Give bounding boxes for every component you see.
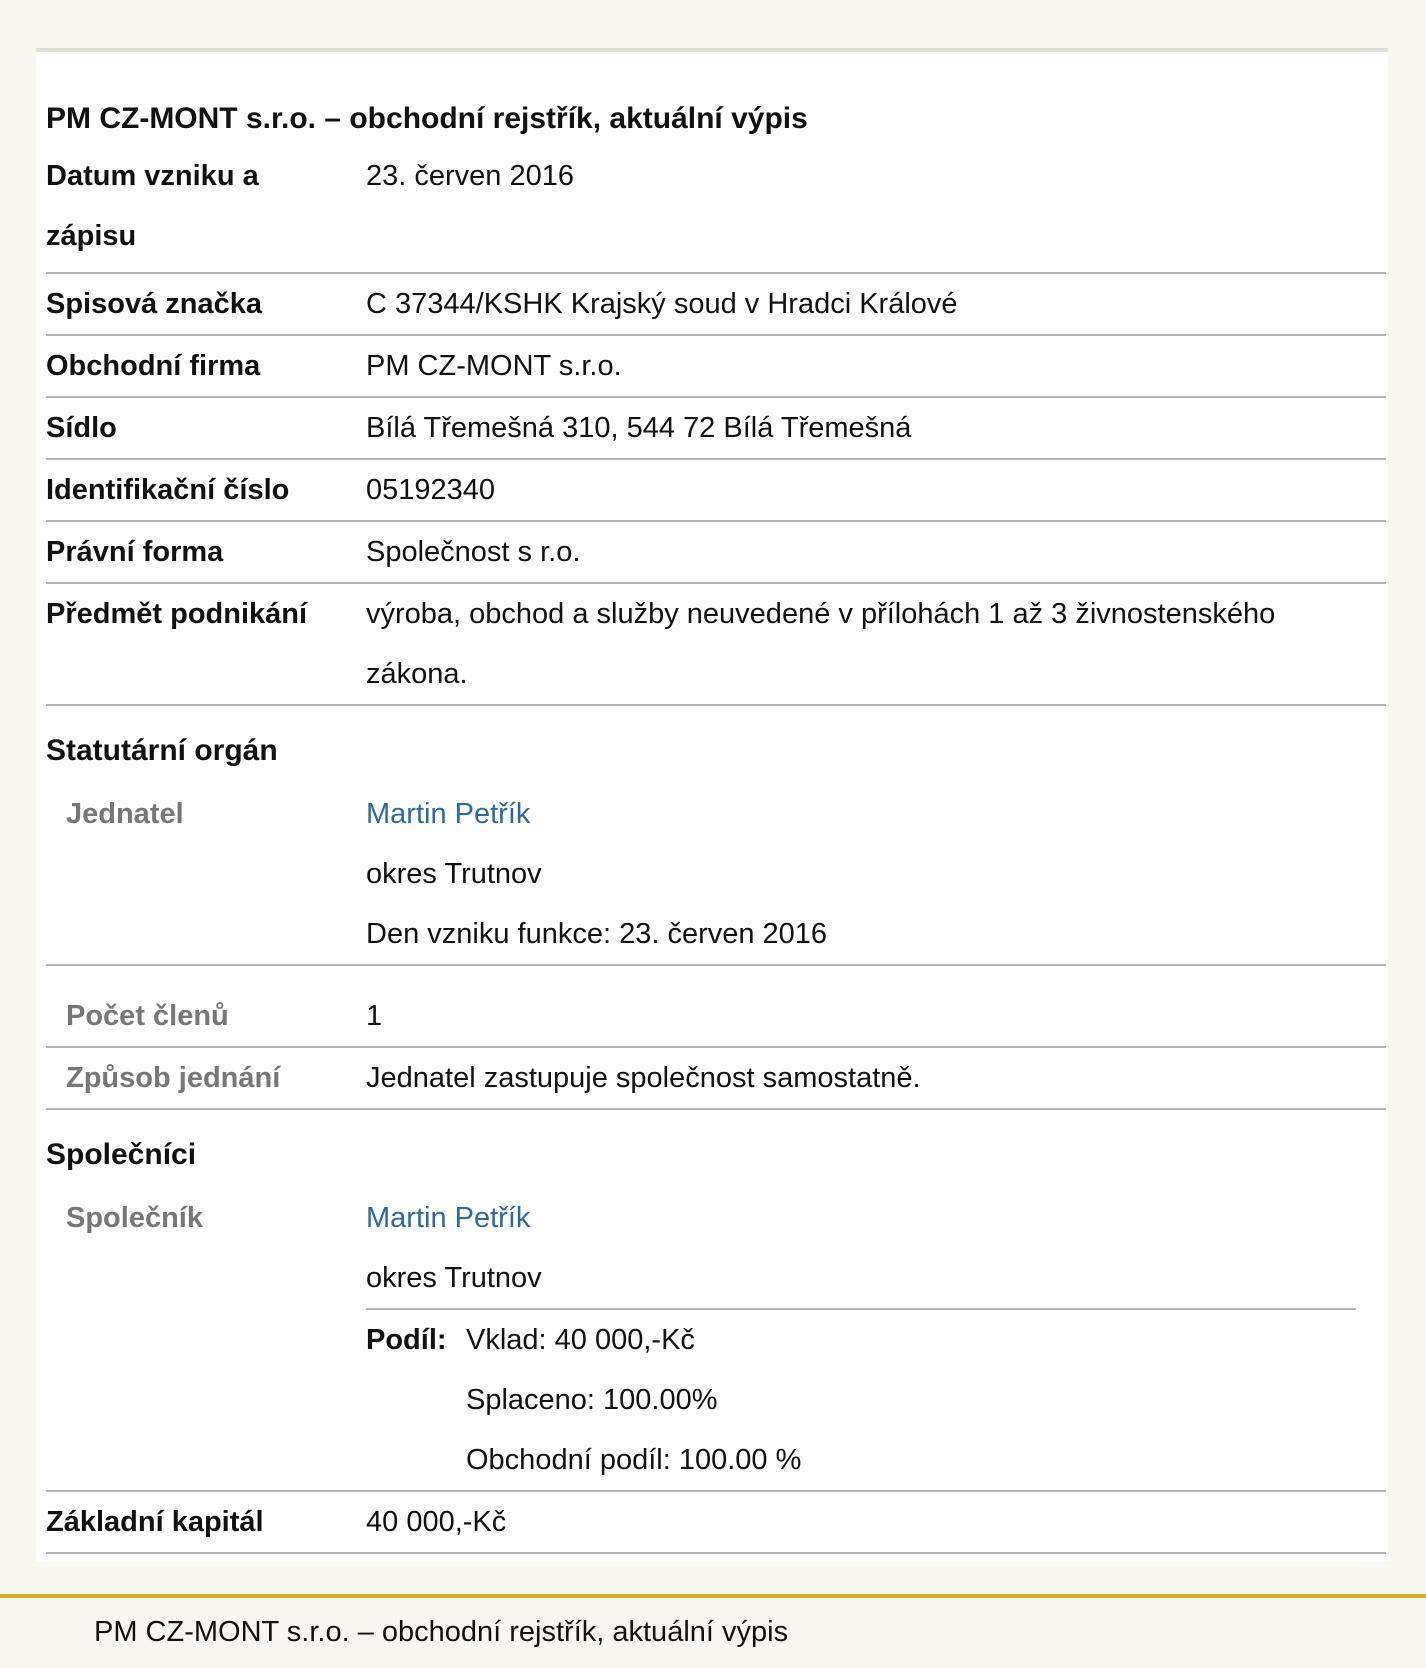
jednatel-district: okres Trutnov [366,858,542,890]
row-pravni-forma [46,522,1386,584]
podil-obchodni: Obchodní podíl: 100.00 % [466,1444,802,1476]
row-zpusob-jednani [46,1048,1386,1110]
row-predmet-podnikani [46,584,1386,706]
row-jednatel [46,784,1386,966]
label-obchodni-firma: Obchodní firma [46,350,261,382]
section-heading-spolecnici: Společníci [46,1138,197,1171]
label-pocet-clenu: Počet členů [66,1000,229,1032]
row-sidlo [46,398,1386,460]
row-zakladni-kapital [46,1492,1386,1554]
page-title: PM CZ-MONT s.r.o. – obchodní rejstřík, aktuální výpis [46,102,808,135]
label-podil: Podíl: [366,1324,447,1356]
row-datum-vzniku [46,146,1386,274]
label-zpusob-jednani: Způsob jednání [66,1062,281,1094]
value-pravni-forma: Společnost s r.o. [366,536,581,568]
value-predmet-podnikani [366,584,1275,704]
jednatel-name-link[interactable]: Martin Petřík [366,798,531,830]
value-pocet-clenu: 1 [366,1000,383,1032]
podil-splaceno: Splaceno: 100.00% [466,1384,718,1416]
row-pocet-clenu [46,986,1386,1048]
label-datum-vzniku [46,146,356,266]
value-podil [466,1310,801,1490]
value-datum-vzniku: 23. červen 2016 [366,160,574,192]
spolecnik-name-link[interactable]: Martin Petřík [366,1202,531,1234]
label-pravni-forma: Právní forma [46,536,224,568]
row-ico [46,460,1386,522]
section-heading-statutarni-organ: Statutární orgán [46,734,278,767]
label-spisova-znacka: Spisová značka [46,288,262,320]
label-jednatel: Jednatel [66,798,184,830]
row-spolecnik [46,1188,1386,1492]
value-zakladni-kapital: 40 000,-Kč [366,1506,507,1538]
footer [0,1594,1426,1668]
podil-vklad: Vklad: 40 000,-Kč [466,1324,695,1356]
value-sidlo: Bílá Třemešná 310, 544 72 Bílá Třemešná [366,412,912,444]
value-zpusob-jednani: Jednatel zastupuje společnost samostatně. [366,1062,921,1094]
row-obchodni-firma [46,336,1386,398]
value-obchodni-firma: PM CZ-MONT s.r.o. [366,350,622,382]
row-spisova-znacka [46,274,1386,336]
label-spolecnik: Společník [66,1202,203,1234]
label-zakladni-kapital: Základní kapitál [46,1506,264,1538]
value-predmet-line1: výroba, obchod a služby neuvedené v přílohách 1 až 3 živnostenského [366,598,1276,630]
value-ico: 05192340 [366,474,496,506]
value-predmet-line2: zákona. [366,658,468,690]
value-jednatel [366,784,827,964]
value-spolecnik [366,1188,542,1308]
label-predmet-podnikani: Předmět podnikání [46,598,308,630]
label-datum-line1: Datum vzniku a [46,160,259,192]
label-ico: Identifikační číslo [46,474,290,506]
value-spisova-znacka: C 37344/KSHK Krajský soud v Hradci Králové [366,288,958,320]
label-datum-line2: zápisu [46,220,137,252]
jednatel-since: Den vzniku funkce: 23. červen 2016 [366,918,828,950]
label-sidlo: Sídlo [46,412,117,444]
footer-title: PM CZ-MONT s.r.o. – obchodní rejstřík, aktuální výpis [94,1616,789,1648]
spolecnik-district: okres Trutnov [366,1262,542,1294]
